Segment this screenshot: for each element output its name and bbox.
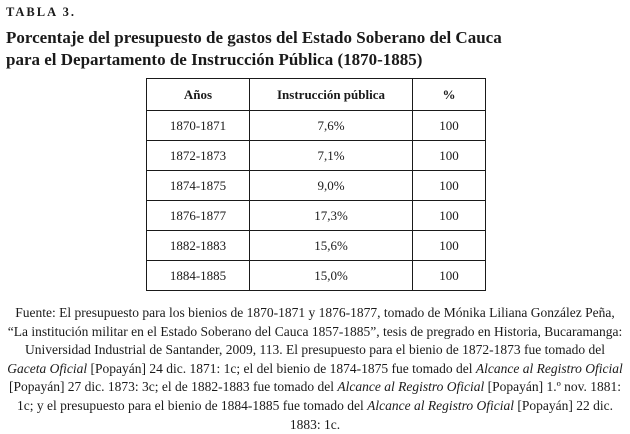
instruction-cell: 15,6% <box>250 231 413 261</box>
year-cell: 1884-1885 <box>147 261 250 291</box>
source-note <box>4 304 626 434</box>
instruction-cell: 15,0% <box>250 261 413 291</box>
source-publication: Alcance al Registro Oficial <box>367 397 514 413</box>
source-publication: Gaceta Oficial <box>7 360 88 376</box>
table-row <box>147 261 486 291</box>
instruction-cell: 9,0% <box>250 171 413 201</box>
source-text: Fuente: El presupuesto para los bienios de 1870-1871 y 1876-1877, tomado de Mónika Liliana González Peña, “La institución militar en el Estado Soberano del Cauca 1857-1885”, tesis de pregrado en Historia, Bucaramanga: Universidad Industrial de Santander, 2009, 113. El presupuesto para el bienio de 1872-1873 fue tomado del <box>7 305 623 358</box>
year-cell: 1870-1871 <box>147 111 250 141</box>
table-row <box>147 231 486 261</box>
instruction-cell: 7,6% <box>250 111 413 141</box>
column-header-instruction: Instrucción pública <box>250 79 413 111</box>
year-cell: 1872-1873 <box>147 141 250 171</box>
title-line-1: Porcentaje del presupuesto de gastos del Estado Soberano del Cauca <box>6 28 502 47</box>
instruction-cell: 7,1% <box>250 141 413 171</box>
table-row <box>147 171 486 201</box>
source-text: [Popayán] 27 dic. 1873: 3c; el de 1882-1883 fue tomado del <box>8 379 338 395</box>
column-header-percent: % <box>413 79 486 111</box>
budget-table <box>146 78 486 291</box>
source-text: [Popayán] 1.º nov. 1881: 1c; y el presupuesto para el bienio de 1884-1885 fue tomado del <box>17 379 622 413</box>
total-cell: 100 <box>413 201 486 231</box>
instruction-cell: 17,3% <box>250 201 413 231</box>
total-cell: 100 <box>413 141 486 171</box>
source-publication: Alcance al Registro Oficial <box>475 360 623 376</box>
total-cell: 100 <box>413 111 486 141</box>
year-cell: 1876-1877 <box>147 201 250 231</box>
year-cell: 1874-1875 <box>147 171 250 201</box>
total-cell: 100 <box>413 231 486 261</box>
table-title <box>6 27 606 71</box>
table-row <box>147 141 486 171</box>
source-text: [Popayán] 22 dic. 1883: 1c. <box>289 397 613 432</box>
source-publication: Alcance al Registro Oficial <box>337 379 485 395</box>
column-header-years: Años <box>147 79 250 111</box>
table-row <box>147 111 486 141</box>
total-cell: 100 <box>413 171 486 201</box>
title-line-2: para el Departamento de Instrucción Pública (1870-1885) <box>6 50 423 69</box>
table-label: TABLA 3. <box>6 5 76 19</box>
header-row <box>147 79 486 111</box>
source-text: [Popayán] 24 dic. 1871: 1c; el del bienio de 1874-1875 fue tomado del <box>87 360 476 376</box>
table-row <box>147 201 486 231</box>
total-cell: 100 <box>413 261 486 291</box>
year-cell: 1882-1883 <box>147 231 250 261</box>
